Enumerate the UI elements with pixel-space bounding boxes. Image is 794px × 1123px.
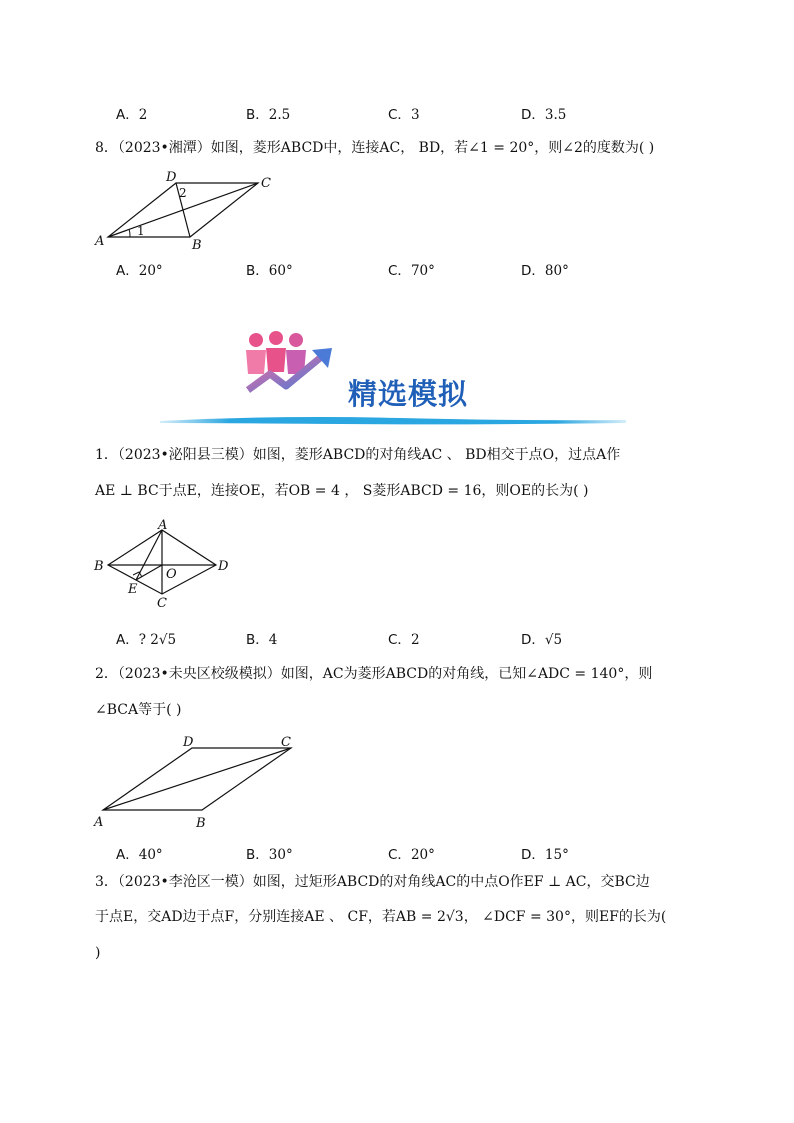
q8-label-b: B [192,238,202,250]
m2-stem-line1: 2．（2023•未央区校级模拟）如图，AC为菱形ABCD的对角线，已知∠ADC = 140°，则 [95,666,653,682]
m1-rhombus-figure [90,518,240,613]
q8-label-d: D [166,170,177,185]
q8-angle-1: 1 [137,224,145,238]
m3-stem-line3: ) [95,945,101,961]
m2-option-c: C．20° [388,847,435,863]
m1-label-a: A [158,518,168,533]
m2-label-c: C [281,735,291,750]
m1-label-c: C [157,596,167,611]
q7-option-c: C．3 [388,107,420,123]
m2-option-a: A．40° [116,847,163,863]
m1-option-c: C．2 [388,632,420,648]
m2-label-d: D [183,735,194,750]
m2-option-b: B．30° [246,847,293,863]
m2-option-d: D．15° [521,847,569,863]
m2-stem-line2: ∠BCA等于( ) [95,702,182,718]
m1-option-b: B．4 [246,632,278,648]
section-title: 精选模拟 [348,377,469,411]
q8-angle-2: 2 [179,186,187,200]
q8-label-c: C [261,176,271,191]
q7-option-b: B．2.5 [246,107,291,123]
m3-stem-line1: 3．（2023•李沧区一模）如图，过矩形ABCD的对角线AC的中点O作EF ⊥ AC，交BC边 [95,874,650,890]
m1-stem-line1: 1．（2023•泌阳县三模）如图，菱形ABCD的对角线AC 、 BD相交于点O，过点A作 [95,447,621,463]
q8-label-a: A [95,234,105,249]
section-divider-bar [160,414,626,426]
q8-stem: 8．（2023•湘潭）如图，菱形ABCD中，连接AC， BD，若∠1 = 20°，则∠2的度数为( ) [95,140,655,156]
m1-option-d: D．√5 [521,632,563,648]
q8-rhombus-figure [90,165,290,250]
q7-option-d: D．3.5 [521,107,567,123]
people-growth-icon [240,330,340,408]
m1-label-b: B [94,559,104,574]
q7-option-a: A．2 [116,107,148,123]
m1-label-d: D [218,559,229,574]
m2-rhombus-figure [90,730,305,830]
q8-option-b: B．60° [246,263,293,279]
m1-stem-line2: AE ⊥ BC于点E，连接OE，若OB = 4 ， S菱形ABCD = 16，则OE的长为( ) [95,483,589,499]
m1-option-a: A．? 2√5 [116,632,177,648]
m2-label-a: A [94,815,104,830]
q8-option-c: C．70° [388,263,435,279]
m1-label-e: E [128,582,138,597]
q8-option-a: A．20° [116,263,163,279]
q8-option-d: D．80° [521,263,569,279]
m2-label-b: B [196,816,206,830]
m3-stem-line2: 于点E，交AD边于点F，分别连接AE 、 CF，若AB = 2√3， ∠DCF = 30°，则EF的长为( [95,909,667,925]
m1-label-o: O [166,567,177,582]
